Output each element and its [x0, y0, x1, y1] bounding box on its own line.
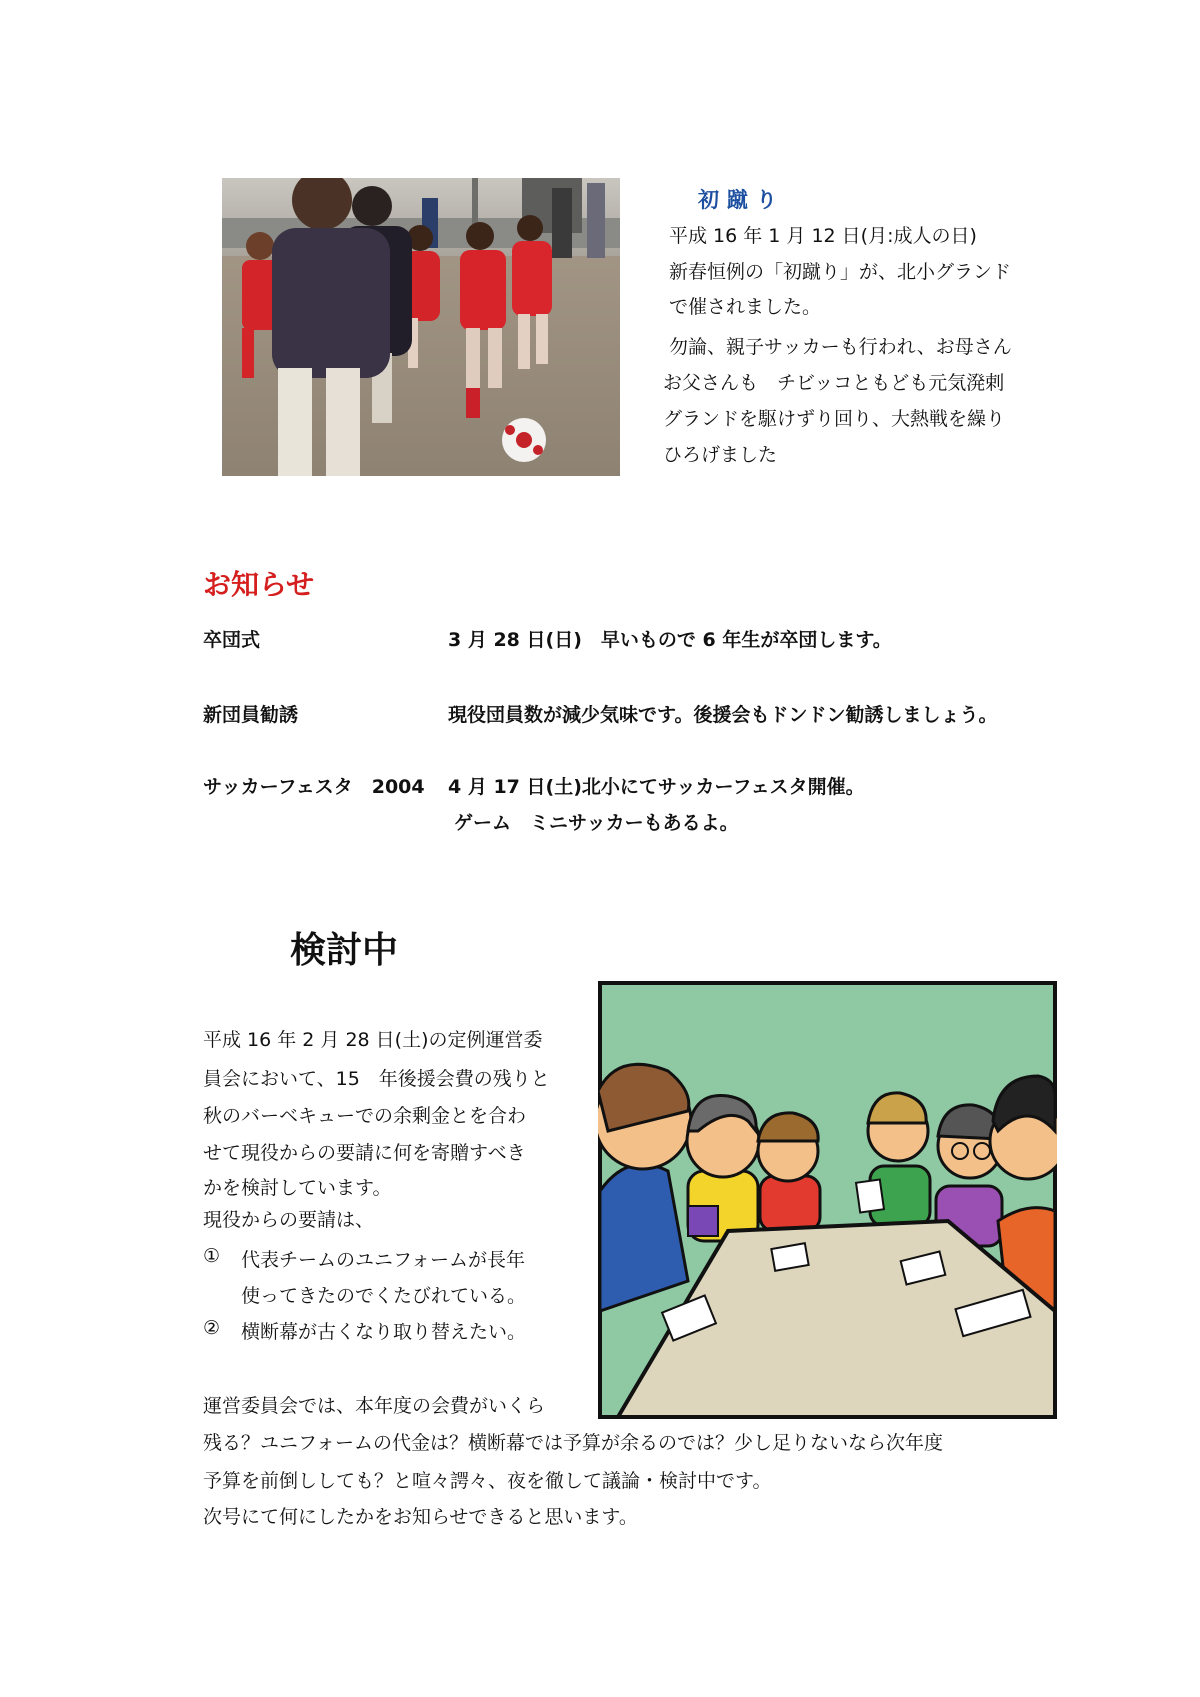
hatsugeri-line: で催されました。	[669, 296, 822, 318]
kentou-line: かを検討しています。	[203, 1177, 392, 1199]
meeting-illustration	[598, 981, 1057, 1419]
kentou-closing-line: 予算を前倒ししても？と喧々諤々、夜を徹して議論・検討中です。	[203, 1470, 772, 1492]
hatsugeri-line: グランドを駆けずり回り、大熱戦を繰り	[663, 408, 1006, 430]
soccer-photo	[222, 178, 620, 476]
kentou-list-number: ①	[203, 1245, 221, 1267]
meeting-illustration-image	[598, 981, 1057, 1419]
notice-text-graduation: 3 月 28 日(日) 早いもので 6 年生が卒団します。	[448, 629, 892, 651]
soccer-photo-image	[222, 178, 620, 476]
kentou-list-text: 横断幕が古くなり取り替えたい。	[241, 1321, 527, 1343]
hatsugeri-line: 新春恒例の「初蹴り」が、北小グランド	[669, 261, 1012, 283]
kentou-list-number: ②	[203, 1317, 221, 1339]
kentou-list-text: 使ってきたのでくたびれている。	[241, 1285, 527, 1307]
notice-text-festa: 4 月 17 日(土)北小にてサッカーフェスタ開催。	[448, 776, 865, 798]
kentou-heading: 検討中	[290, 930, 399, 971]
notice-label-recruit: 新団員勧誘	[203, 704, 299, 726]
hatsugeri-line: お父さんも チビッコともども元気溌剌	[663, 372, 1005, 394]
kentou-closing-line: 次号にて何にしたかをお知らせできると思います。	[203, 1506, 638, 1528]
notice-label-graduation: 卒団式	[203, 629, 261, 651]
hatsugeri-line: 平成 16 年 1 月 12 日(月:成人の日)	[669, 225, 977, 247]
kentou-line: 平成 16 年 2 月 28 日(土)の定例運営委	[203, 1029, 543, 1051]
hatsugeri-line: 勿論、親子サッカーも行われ、お母さん	[669, 336, 1012, 358]
kentou-line: 秋のバーベキューでの余剰金とを合わ	[203, 1105, 527, 1127]
kentou-closing-line: 残る？ユニフォームの代金は？横断幕では予算が余るのでは？少し足りないなら次年度	[203, 1432, 944, 1454]
hatsugeri-title: 初蹴り	[698, 188, 785, 212]
notice-label-festa: サッカーフェスタ 2004	[203, 776, 425, 798]
kentou-line: せて現役からの要請に何を寄贈すべき	[203, 1142, 526, 1164]
kentou-line: 現役からの要請は、	[203, 1209, 375, 1231]
kentou-list-text: 代表チームのユニフォームが長年	[241, 1249, 526, 1271]
hatsugeri-line: ひろげました	[663, 444, 778, 466]
notice-heading: お知らせ	[203, 568, 315, 601]
notice-text-recruit: 現役団員数が減少気味です。後援会もドンドン勧誘しましょう。	[448, 704, 998, 726]
kentou-line: 員会において、15 年後援会費の残りと	[203, 1068, 550, 1090]
notice-text-festa-2: ゲーム ミニサッカーもあるよ。	[454, 812, 739, 834]
kentou-closing-line: 運営委員会では、本年度の会費がいくら	[203, 1395, 546, 1417]
